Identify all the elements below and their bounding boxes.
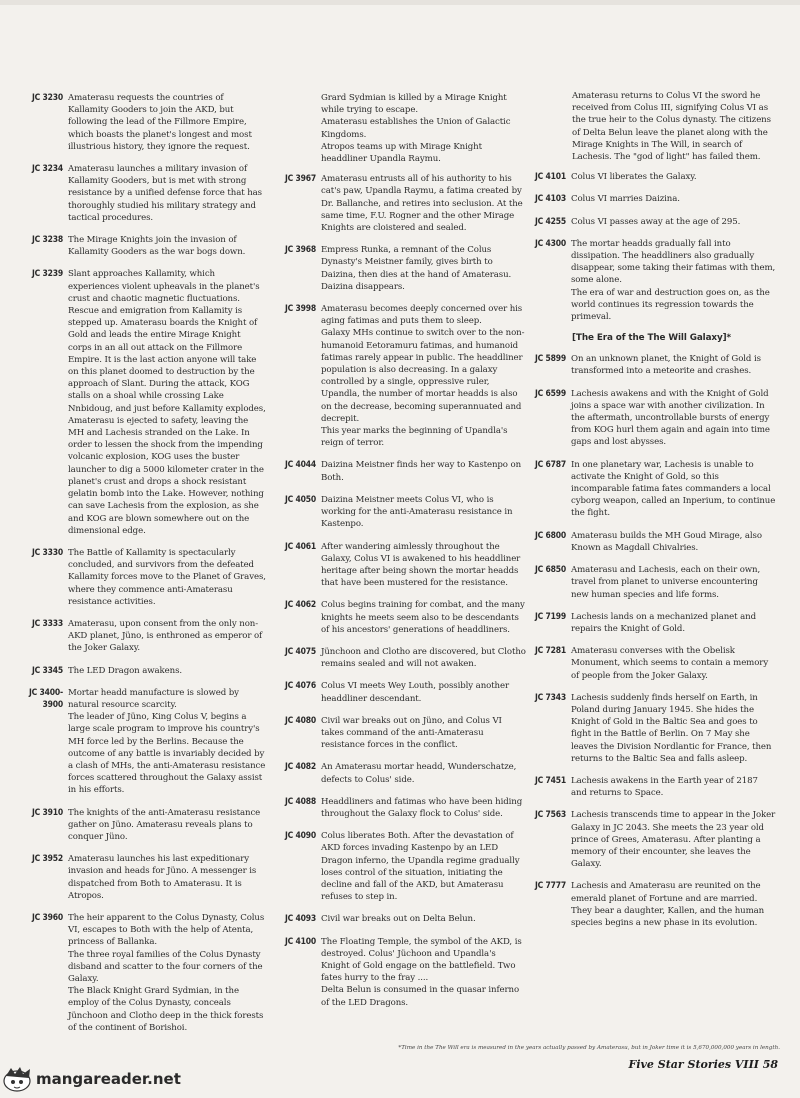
entry-paragraph: The LED Dragon awakens. [68, 665, 183, 676]
entry-body [68, 665, 266, 677]
entry-year: JC 3330 [32, 547, 63, 558]
entry-body [571, 388, 776, 449]
entry-year: JC 4093 [285, 914, 316, 925]
entry-body [321, 173, 526, 234]
timeline-column-2 [276, 92, 526, 1019]
timeline-entry [22, 687, 266, 797]
entry-paragraph: The mortar headds gradually fall into dissipation. The headdliners also gradually disappear, some taking their fatimas with them, some alone. [571, 238, 776, 286]
timeline-entry [22, 234, 266, 258]
entry-body [571, 530, 776, 554]
entry-body [321, 494, 526, 531]
entry-body [571, 193, 776, 205]
timeline-entry [526, 193, 776, 205]
entry-body [68, 912, 266, 1034]
entry-year: JC 4088 [285, 796, 316, 807]
entry-body [321, 936, 526, 1009]
timeline-entry [526, 611, 776, 635]
entry-year: JC 3910 [32, 807, 63, 818]
entry-body [321, 244, 526, 293]
timeline-entry [526, 775, 776, 799]
continued-paragraph: Atropos teams up with Mirage Knight headdliner Upandla Raymu. [321, 141, 482, 165]
entry-paragraph: After wandering aimlessly throughout the Galaxy, Colus VI is awakened to his headdliner heritage after being shown the mortar headds that have been mustered for the resistance. [321, 541, 521, 589]
entry-paragraph: The three royal families of the Colus Dynasty disband and scatter to the four corners of the Galaxy. [68, 949, 263, 984]
entry-paragraph: Amaterasu requests the countries of Kallamity Gooders to join the AKD, but following the lead of the Fillmore Empire, which boasts the planet's longest and most illustrious history, they ignore the request. [68, 93, 252, 152]
entry-year: JC 3952 [32, 854, 63, 865]
entry-body [321, 715, 526, 752]
entry-body [321, 830, 526, 903]
entry-paragraph: Headdliners and fatimas who have been hiding throughout the Galaxy flock to Colus' side. [321, 796, 523, 819]
entry-year: JC 4076 [285, 681, 316, 692]
entry-year: JC 5899 [535, 354, 566, 365]
entry-paragraph: The heir apparent to the Colus Dynasty, Colus VI, escapes to Both with the help of Atenta, princess of Ballanka. [68, 912, 265, 948]
timeline-entry [276, 494, 526, 531]
entry-body [571, 775, 776, 799]
entry-body [68, 853, 266, 902]
timeline-entry [276, 173, 526, 234]
entry-paragraph: In one planetary war, Lachesis is unable to activate the Knight of Gold, so this incomparable fatima fates commanders a local cyborg weapon, called an Inperium, to continue the fight. [571, 459, 776, 519]
entry-year: JC 6800 [535, 530, 566, 541]
entry-paragraph: The leader of Jüno, King Colus V, begins a large scale program to improve his country's MH force led by the Berlins. Because the outcome of any battle is invariably decided by a clash of MHs, the anti-Amaterasu resistance forces scattered throughout the Galaxy assist in his efforts. [68, 712, 266, 796]
entry-paragraph: Lachesis awakens and with the Knight of Gold joins a space war with another civilization. In the aftermath, uncontrollable bursts of energy from KOG hurl them again and again into time gaps and lost abysses. [571, 388, 770, 448]
entry-body [571, 880, 776, 929]
entry-paragraph: Lachesis awakens in the Earth year of 2187 and returns to Space. [571, 775, 758, 799]
entry-year: JC 7451 [535, 775, 566, 786]
entry-paragraph: Amaterasu and Lachesis, each on their own, travel from planet to universe encountering new human species and life forms. [571, 565, 761, 600]
entry-paragraph: The Black Knight Grard Sydmian, in the employ of the Colus Dynasty, conceals Jünchoon and Clotho deep in the thick forests of the continent of Borishoi. [68, 986, 264, 1033]
timeline-entry [276, 936, 526, 1009]
entry-year: JC 4100 [285, 936, 316, 947]
entry-body [321, 796, 526, 820]
entry-year: JC 4090 [285, 831, 316, 842]
timeline-entry [22, 268, 266, 536]
timeline-entry [526, 530, 776, 554]
entry-paragraph: The knights of the anti-Amaterasu resistance gather on Jüno. Amaterasu reveals plans to conquer Jüno. [68, 807, 261, 842]
era-heading: [The Era of the The Will Galaxy]* [572, 333, 732, 344]
timeline-entry [22, 618, 266, 655]
entry-year: JC 3239 [32, 269, 63, 280]
entry-paragraph: The era of war and destruction goes on, as the world continues its regression towards the primeval. [571, 287, 770, 323]
entry-year: JC 3400- 3900 [29, 687, 63, 710]
watermark [2, 1066, 181, 1092]
timeline-column-1 [22, 92, 266, 1044]
watermark-text: mangareader.net [36, 1070, 181, 1088]
timeline-entry [526, 564, 776, 601]
page-footer: Five Star Stories VIII 58 [628, 1058, 778, 1071]
entry-body [68, 92, 266, 153]
entry-body [321, 913, 526, 925]
continued-paragraph: Amaterasu establishes the Union of Galactic Kingdoms. [321, 117, 511, 140]
manga-face-icon [2, 1066, 36, 1092]
entry-body [571, 809, 776, 870]
entry-body [571, 353, 776, 377]
entry-paragraph: Colus liberates Both. After the devastation of AKD forces invading Kastenpo by an LED Dragon inferno, the Upandla regime gradually loses control of the situation, initiating the decline and fall of the AKD, but Amaterasu refuses to step in. [321, 831, 520, 903]
entry-year: JC 3345 [32, 665, 63, 676]
entry-paragraph: Daizina Meistner finds her way to Kastenpo on Both. [321, 460, 522, 483]
entry-body [68, 807, 266, 844]
entry-body [321, 646, 526, 670]
entry-body [321, 680, 526, 704]
timeline-entry [276, 761, 526, 785]
timeline-entry [276, 541, 526, 590]
timeline-entry [276, 680, 526, 704]
entry-year: JC 3960 [32, 912, 63, 923]
entry-year: JC 4044 [285, 460, 316, 471]
entry-paragraph: Civil war breaks out on Jüno, and Colus VI takes command of the anti-Amaterasu resistance forces in the conflict. [321, 715, 502, 751]
entry-paragraph: On an unknown planet, the Knight of Gold is transformed into a meteorite and crashes. [571, 354, 761, 377]
entry-paragraph: Amaterasu becomes deeply concerned over his aging fatimas and puts them to sleep. [321, 304, 523, 327]
entry-paragraph: Amaterasu converses with the Obelisk Monument, which seems to contain a memory of people from the Joker Galaxy. [571, 646, 769, 681]
entry-paragraph: Galaxy MHs continue to switch over to the non-humanoid Eetoramuru fatimas, and humanoid fatimas rarely appear in public. The headdliner population is also decreasing. In a galaxy controlled by a single, oppressive ruler, Upandla, the number of mortar headds is also on the decrease, becoming superannuated and decrepit. [321, 328, 525, 424]
entry-paragraph: Colus VI marries Daizina. [571, 194, 680, 205]
entry-body [68, 163, 266, 224]
entry-year: JC 7281 [535, 646, 566, 657]
entry-paragraph: The Mirage Knights join the invasion of Kallamity Gooders as the war bogs down. [68, 235, 246, 258]
timeline-entry [526, 880, 776, 929]
timeline-entry [22, 547, 266, 608]
entry-paragraph: The Battle of Kallamity is spectacularly concluded, and survivors from the defeated Kallamity forces move to the Planet of Graves, where they commence anti-Amaterasu resistance activities. [68, 547, 266, 607]
timeline-entry [526, 809, 776, 870]
entry-year: JC 3234 [32, 164, 63, 175]
entry-paragraph: Lachesis and Amaterasu are reunited on the emerald planet of Fortune and are married. They bear a daughter, Kallen, and the human species begins a new phase in its evolution. [571, 881, 765, 928]
timeline-entry [276, 303, 526, 449]
timeline-entry [526, 459, 776, 520]
entry-year: JC 3333 [32, 618, 63, 629]
timeline-entry [276, 715, 526, 752]
timeline-entry [526, 238, 776, 323]
timeline-entry [526, 692, 776, 765]
entry-body [571, 216, 776, 228]
entry-body [321, 761, 526, 785]
continued-paragraph: Grard Sydmian is killed by a Mirage Knight while trying to escape. [321, 93, 507, 116]
entry-paragraph: Jünchoon and Clotho are discovered, but Clotho remains sealed and will not awaken. [321, 646, 526, 670]
timeline-entry [22, 807, 266, 844]
entry-year: JC 7199 [535, 611, 566, 622]
entry-year: JC 7777 [535, 881, 566, 892]
timeline-entry [22, 853, 266, 902]
timeline-entry [276, 459, 526, 483]
entry-year: JC 4101 [535, 172, 566, 183]
entry-body [68, 618, 266, 655]
entry-year: JC 6787 [535, 459, 566, 470]
timeline-column-3 [526, 90, 776, 939]
timeline-entry [22, 912, 266, 1034]
entry-paragraph: Colus begins training for combat, and the many knights he meets seem also to be descendants of his ancestors' generations of headdliners. [321, 600, 525, 635]
entry-year: JC 6850 [535, 565, 566, 576]
entry-year: JC 4300 [535, 238, 566, 249]
entry-paragraph: Colus VI passes away at the age of 295. [571, 216, 741, 227]
entry-body [321, 303, 526, 449]
entry-body [68, 234, 266, 258]
entry-body [571, 238, 776, 323]
entry-year: JC 6599 [535, 388, 566, 399]
entry-year: JC 4061 [285, 541, 316, 552]
timeline-entry [276, 244, 526, 293]
timeline-entry [526, 216, 776, 228]
entry-year: JC 4080 [285, 715, 316, 726]
timeline-entry [526, 388, 776, 449]
entry-year: JC 3230 [32, 93, 63, 103]
entry-paragraph: Colus VI liberates the Galaxy. [571, 172, 697, 183]
entry-year: JC 7343 [535, 692, 566, 703]
entry-paragraph: Amaterasu entrusts all of his authority to his cat's paw, Upandla Raymu, a fatima created by Dr. Ballanche, and retires into seclusion. At the same time, F.U. Rogner and the other Mirage Knights are cloistered and sealed. [321, 174, 523, 234]
entry-paragraph: Colus VI meets Wey Louth, possibly another headdliner descendant. [321, 681, 509, 704]
entry-body [68, 268, 266, 536]
timeline-entry [526, 353, 776, 377]
timeline-entry [276, 796, 526, 820]
continued-text [276, 92, 526, 165]
entry-paragraph: The Floating Temple, the symbol of the AKD, is destroyed. Colus' Jüchoon and Upandla's Knight of Gold engage on the battlefield. Two fates hurry to the fray .... [321, 936, 522, 984]
entry-year: JC 7563 [535, 810, 566, 821]
timeline-entry [276, 599, 526, 636]
entry-year: JC 3968 [285, 245, 316, 256]
entry-year: JC 4255 [535, 216, 566, 227]
entry-paragraph: Mortar headd manufacture is slowed by natural resource scarcity. [68, 687, 239, 710]
entry-paragraph: Daizina Meistner meets Colus VI, who is working for the anti-Amaterasu resistance in Kastenpo. [321, 494, 513, 530]
entry-year: JC 4062 [285, 600, 316, 611]
entry-paragraph: Amaterasu launches his last expeditionary invasion and heads for Jüno. A messenger is dispatched from Both to Amaterasu. It is Atropos. [68, 854, 257, 901]
entry-body [321, 459, 526, 483]
entry-paragraph: Amaterasu builds the MH Goud Mirage, also Known as Magdall Chivalries. [571, 530, 762, 553]
entry-body [571, 459, 776, 520]
timeline-entry [22, 163, 266, 224]
entry-paragraph: Delta Belun is consumed in the quasar inferno of the LED Dragons. [321, 985, 520, 1008]
entry-paragraph: Amaterasu, upon consent from the only non-AKD planet, Jüno, is enthroned as emperor of the Joker Galaxy. [68, 618, 263, 654]
entry-year: JC 3967 [285, 174, 316, 185]
top-rule [0, 0, 800, 5]
entry-paragraph: An Amaterasu mortar headd, Wunderschatze, defects to Colus' side. [321, 762, 517, 785]
entry-year: JC 3998 [285, 304, 316, 315]
entry-body [68, 547, 266, 608]
entry-paragraph: Lachesis lands on a mechanized planet and repairs the Knight of Gold. [571, 611, 756, 634]
timeline-entry [276, 913, 526, 925]
continued-paragraph: Amaterasu returns to Colus VI the sword he received from Colus III, signifying Colus VI as the true heir to the Colus dynasty. The citizens of Delta Belun leave the planet along with the Mirage Knights in The Will, in search of Lachesis. The "god of light" has failed them. [572, 91, 771, 163]
entry-body [571, 692, 776, 765]
continued-text [526, 90, 776, 163]
entry-body [571, 611, 776, 635]
entry-paragraph: Empress Runka, a remnant of the Colus Dynasty's Meistner family, gives birth to Daizina, then dies at the hand of Amaterasu. Daizina disappears. [321, 245, 512, 292]
entry-year: JC 4050 [285, 494, 316, 505]
entry-paragraph: Lachesis transcends time to appear in the Joker Galaxy in JC 2043. She meets the 23 year old prince of Grees, Amaterasu. After planting a memory of their encounter, she leaves the Galaxy. [571, 810, 776, 870]
entry-body [321, 541, 526, 590]
entry-paragraph: This year marks the beginning of Upandla's reign of terror. [321, 426, 508, 449]
entry-body [571, 171, 776, 183]
entry-paragraph: Amaterasu launches a military invasion of Kallamity Gooders, but is met with strong resistance by a unified defense force that has thoroughly studied his military strategy and tactical procedures. [68, 164, 262, 223]
entry-body [68, 687, 266, 797]
timeline-entry [22, 92, 266, 153]
entry-body [571, 645, 776, 682]
entry-body [321, 599, 526, 636]
timeline-entry [526, 171, 776, 183]
footnote: *Time in the The Will era is measured in the years actually passed by Amaterasu, but in Joker time it is 5,670,000,000 years in length. [398, 1045, 780, 1051]
entry-year: JC 4103 [535, 194, 566, 205]
timeline-entry [276, 646, 526, 670]
entry-year: JC 3238 [32, 235, 63, 246]
entry-year: JC 4082 [285, 762, 316, 773]
entry-paragraph: Slant approaches Kallamity, which experiences violent upheavals in the planet's crust and chaotic magnetic fluctuations. Rescue and emigration from Kallamity is stepped up. Amaterasu boards the Knight of Gold and leads the entire Mirage Knight corps in an all out attack on the Fillmore Empire. It is the last action anyone will take on this planet doomed to destruction by the approach of Slant. During the attack, KOG stalls on a shoal while crossing Lake Nnbidoug, and just before Kallamity explodes, Amaterasu is ejected to safety, leaving the MH and Lachesis stranded on the Lake. In order to lessen the shock from the impending volcanic explosion, KOG uses the buster launcher to dig a 5000 kilometer crater in the planet's crust and drops a shock resistant gelatin bomb into the Lake. However, nothing can save Lachesis from the explosion, as she and KOG are blown somewhere out on the dimensional edge. [68, 269, 266, 536]
entry-paragraph: Civil war breaks out on Delta Belun. [321, 914, 476, 925]
entry-year: JC 4075 [285, 646, 316, 657]
entry-paragraph: Lachesis suddenly finds herself on Earth, in Poland during January 1945. She hides the Knight of Gold in the Baltic Sea and goes to fight in the Battle of Berlin. On 7 May she leaves the Division Nordlantic for France, then returns to the Baltic Sea and falls asleep. [571, 692, 772, 764]
timeline-entry [526, 645, 776, 682]
timeline-entry [276, 830, 526, 903]
entry-body [571, 564, 776, 601]
timeline-entry [22, 665, 266, 677]
